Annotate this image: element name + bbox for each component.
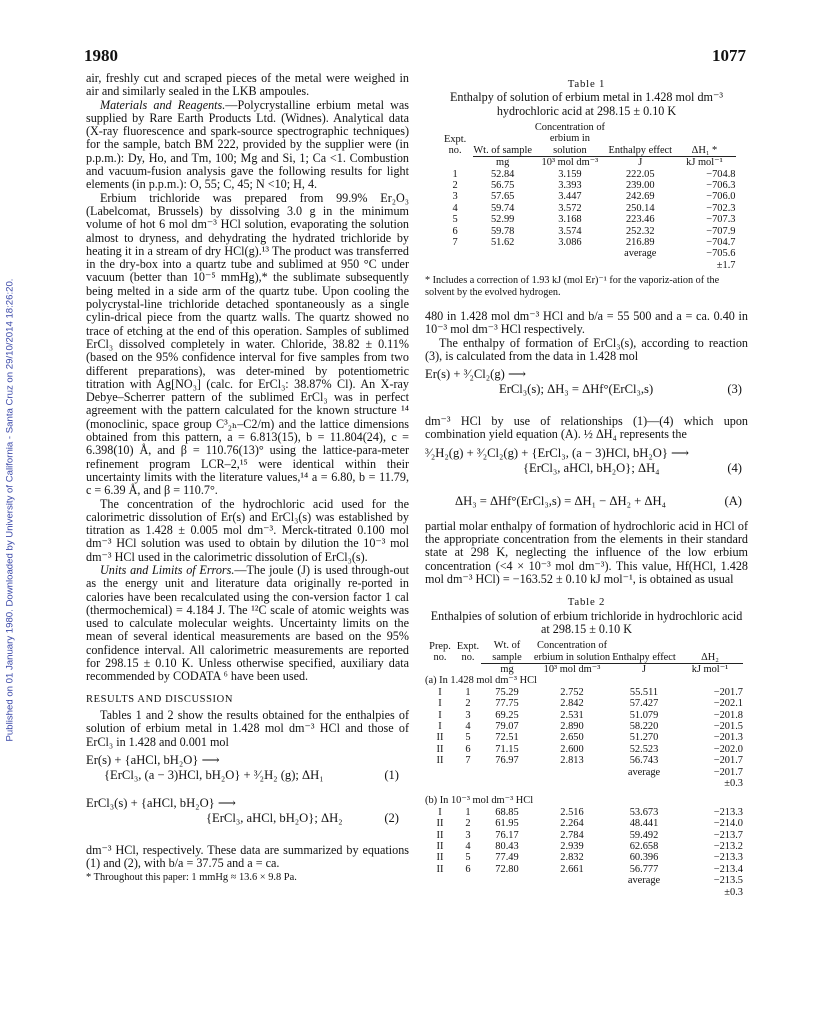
equation-number: (A)	[724, 493, 742, 508]
unit-label: 10³ mol dm⁻³	[533, 663, 611, 675]
table-cell	[455, 887, 481, 898]
table-cell: 56.743	[629, 755, 659, 767]
unit-label: J	[611, 663, 677, 675]
equation-number: (1)	[384, 767, 399, 782]
table-cell: I	[438, 806, 442, 818]
table-cell: 55.511	[629, 686, 659, 698]
table-cell: −213.2	[713, 841, 743, 853]
equation-3	[425, 368, 748, 412]
table-cell	[533, 248, 608, 259]
table-cell: 4	[465, 841, 471, 853]
table-row	[425, 830, 743, 841]
paragraph: air, freshly cut and scraped pieces of the metal were weighed in air and similarly sealed in the LKB ampoules.	[86, 71, 409, 99]
table-row	[438, 191, 736, 202]
table-cell: 3	[452, 191, 458, 203]
table-cell: −201.8	[713, 709, 743, 721]
paragraph-text: —The joule (J) is used through-out as the energy unit and literature data originally re-ported in calories have been recalculated using the con-version factor 1 cal (thermochemical) = 4.184 J. The ¹²C scale of atomic weights was used to calculate molecular weights. Uncertainty limits on the mean of several identical measurements are based on the 95% confidence interval. All calorimetric measurements are reported for 298.15 ± 0.10 K. Unless otherwise specified, auxiliary data recommended by CODATA ⁶ have been used.	[86, 562, 409, 684]
table-cell: II	[436, 743, 444, 755]
table-cell	[473, 248, 533, 259]
table-cell: 3	[465, 709, 471, 721]
table-header: Wt. of sample	[473, 144, 532, 156]
table-cell: 71.15	[495, 743, 519, 755]
table-row	[438, 226, 736, 237]
table-cell: 2.650	[560, 732, 584, 744]
table-cell: 223.46	[625, 214, 655, 226]
table-cell	[425, 663, 455, 675]
table-cell: 6	[465, 743, 471, 755]
table-header: ΔH₁ *	[691, 144, 718, 156]
table-cell: 3.168	[558, 214, 582, 226]
table2-body	[425, 675, 743, 898]
table-cell	[481, 875, 533, 886]
table-cell: 2	[465, 818, 471, 830]
table-row	[425, 732, 743, 743]
table-cell: 79.07	[495, 720, 519, 732]
table-cell: −707.3	[706, 214, 736, 226]
table2-label: Table 2	[567, 596, 606, 609]
table-row	[438, 169, 736, 180]
table-cell: 2.264	[560, 818, 584, 830]
table1-header-row	[438, 122, 736, 157]
table-cell	[455, 663, 481, 675]
table-cell: II	[436, 841, 444, 853]
table2-header	[425, 596, 748, 636]
table-cell: 2.832	[560, 852, 584, 864]
table-cell: 52.99	[490, 214, 515, 226]
table-header: Expt. no.	[443, 133, 467, 157]
equation-lhs: Er(s) + ³⁄₂Cl₂(g) ⟶	[425, 367, 527, 382]
table-cell: 59.78	[490, 225, 515, 237]
watermark-text: Published on 01 January 1980. Downloaded by University of California - Santa Cruz on 29/10/2014 18:26:20.	[4, 278, 16, 742]
table-row	[438, 203, 736, 214]
table-cell	[481, 778, 533, 789]
table-cell: 216.89	[625, 236, 655, 248]
average-value: −705.6	[706, 248, 736, 260]
table-cell: −706.0	[706, 191, 736, 203]
left-column	[86, 72, 409, 884]
equation-rhs: ErCl₃(s); ΔH₃ = ΔHf°(ErCl₃,s)	[499, 382, 654, 397]
table-cell	[533, 260, 608, 271]
table-cell: −702.3	[706, 202, 736, 214]
equation-lhs: Er(s) + {aHCl, bH₂O} ⟶	[86, 752, 220, 767]
table-cell	[438, 260, 473, 271]
table-cell	[438, 157, 473, 169]
table-cell: 3.159	[558, 168, 582, 180]
equation-number: (3)	[727, 382, 742, 397]
table-cell: 57.427	[629, 698, 659, 710]
equation-rhs: {ErCl₃, aHCl, bH₂O}; ΔH₂	[206, 810, 343, 825]
table-cell: 250.14	[625, 202, 655, 214]
table-cell	[425, 778, 455, 789]
table-row	[425, 744, 743, 755]
group-title: (b) In 10⁻³ mol dm⁻³ HCl	[425, 795, 534, 807]
unit-label: 10³ mol dm⁻³	[533, 157, 608, 169]
table-cell: 222.05	[625, 168, 655, 180]
table-row	[438, 237, 736, 248]
paragraph: The concentration of the hydrochloric acid used for the calorimetric dissolution of Er(s) and ErCl₃(s) was established by titration as 1.428 ± 0.005 mol dm⁻³. Merck-titrated 0.100 mol dm⁻³ HCl solution was used to obtain by dilution the 10⁻³ mol dm⁻³ HCl used in the calorimetric dissolution of ErCl₃(s).	[86, 496, 409, 564]
table-cell	[473, 260, 533, 271]
table-cell: −214.0	[713, 818, 743, 830]
table-cell: 4	[465, 720, 471, 732]
table1-body	[438, 169, 736, 272]
uncertainty-row	[425, 778, 743, 789]
table-cell: I	[438, 720, 442, 732]
average-row	[438, 248, 736, 259]
table-cell: 56.75	[490, 179, 515, 191]
table-cell: −201.3	[713, 732, 743, 744]
table-cell: 4	[452, 202, 458, 214]
table-cell: 3.574	[558, 225, 582, 237]
table-cell: −201.5	[713, 720, 743, 732]
table-cell: −704.7	[706, 236, 736, 248]
group-title-row	[425, 675, 743, 686]
average-row	[425, 875, 743, 886]
footnote: * Throughout this paper: 1 mmHg ≈ 13.6 × 9.8 Pa.	[86, 872, 297, 884]
paragraph-units	[86, 564, 409, 684]
table-cell: II	[436, 829, 444, 841]
table-cell: I	[438, 698, 442, 710]
run-in-heading: Materials and Reagents.	[100, 97, 226, 112]
average-label: average	[627, 766, 661, 778]
equation-lhs: ³⁄₂H₂(g) + ³⁄₂Cl₂(g) + {ErCl₃, (a − 3)HCl, bH₂O} ⟶	[425, 445, 690, 460]
table-cell: 7	[465, 755, 471, 767]
table-header: Enthalpy effect	[612, 651, 676, 663]
table-row	[425, 687, 743, 698]
table-cell: 76.97	[495, 755, 519, 767]
table2-caption: Enthalpies of solution of erbium trichloride in hydrochloric acid at 298.15 ± 0.10 K	[430, 608, 743, 636]
table-header: Expt. no.	[456, 640, 480, 664]
unit-label: kJ mol⁻¹	[677, 663, 743, 675]
group-title-row	[425, 795, 743, 806]
table-cell: 59.492	[629, 829, 659, 841]
table-cell: 2.661	[560, 863, 584, 875]
table-cell: 52.84	[490, 168, 515, 180]
table-cell: 1	[465, 806, 471, 818]
table-cell: II	[436, 818, 444, 830]
table-cell: 2.600	[560, 743, 584, 755]
paragraph: partial molar enthalpy of formation of hydrochloric acid in HCl of the appropriate concentration from the elements in their standard state at 298 K, neglecting the influence of the low erbium concentration (<4 × 10⁻³ mol dm⁻³). This value, Hf(HCl, 1.428 mol dm⁻³ HCl) = −163.52 ± 0.10 kJ mol⁻¹, is obtained as usual	[425, 518, 748, 586]
download-watermark	[3, 150, 17, 870]
table-cell: 5	[452, 214, 458, 226]
run-in-heading: Units and Limits of Errors.	[100, 562, 235, 577]
equation-lhs: ErCl₃(s) + {aHCl, bH₂O} ⟶	[86, 795, 236, 810]
table-cell: −213.7	[713, 829, 743, 841]
table-cell: −706.3	[706, 179, 736, 191]
table-cell	[455, 778, 481, 789]
table-cell	[611, 778, 677, 789]
section-heading: RESULTS AND DISCUSSION	[86, 693, 234, 705]
table-cell: 57.65	[490, 191, 515, 203]
table-row	[438, 214, 736, 225]
table-header: Prep. no.	[429, 640, 451, 664]
average-row	[425, 767, 743, 778]
table-cell: −201.7	[713, 686, 743, 698]
table-row	[425, 841, 743, 852]
unit-label: mg	[481, 663, 533, 675]
right-column	[425, 76, 748, 898]
table-cell: 62.658	[629, 841, 659, 853]
equation-rhs: {ErCl₃, aHCl, bH₂O}; ΔH₄	[523, 460, 660, 475]
uncertainty-value: ±0.3	[724, 778, 743, 790]
table-cell: 60.396	[629, 852, 659, 864]
table-cell: 3	[465, 829, 471, 841]
table-cell: 59.74	[490, 202, 515, 214]
table-header: ΔH₂	[701, 651, 719, 663]
table-cell: 6	[452, 225, 458, 237]
table-cell	[611, 887, 677, 898]
unit-label: J	[607, 157, 673, 169]
table-cell: 252.32	[625, 225, 655, 237]
paragraph: Erbium trichloride was prepared from 99.9% Er₂O₃ (Labelcomat, Brussels) by dissolving 3.0 g in the minimum volume of hot 6 mol dm⁻³ HCl solution, evaporating the solution almost to dryness, and dehydrating the hydrated trichloride by heating it in a stream of dry HCl(g).¹³ The product was transferred in the dry-box into a quartz tube and sublimed at 950 °C under vacuum (better than 10⁻⁵ mmHg),* the sublimate subsequently being melted in a side arm of the quartz tube. Upon cooling the polycrystal-line trichloride detached spontaneously as a single cylin-drical piece from the quartz walls. The quartz showed no trace of etching at the end of this operation. Samples of sublimed ErCl₃ dissolved completely in water. Chloride, 38.82 ± 0.11% (based on the 95% confidence interval for five samples from two different preparations), was deter-mined by potentiometric titration with Ag[NO₃] (calc. for ErCl₃: 38.87% Cl). An X-ray Debye–Scherrer pattern of the sublimed ErCl₃ was in perfect agreement with the pattern calculated for the known structure ¹⁴ (monoclinic, space group C³₂ₕ–C2/m) and the lattice dimensions obtained from this pattern, a = 6.813(15), b = 11.804(24), c = 6.398(10) Å, and β = 110.76(13)° using the lattice-para-meter refinement program LCR–2,¹⁵ were identical within their uncertainty limits with the literature values,¹⁴ a = 6.80, b = 11.79, c = 6.39 Å, and β = 110.7°.	[86, 190, 409, 498]
table-cell: 69.25	[495, 709, 519, 721]
table-cell: 53.673	[629, 806, 659, 818]
table-cell: 80.43	[495, 841, 519, 853]
table-cell: 3.393	[558, 179, 582, 191]
header-year: 1980	[84, 46, 118, 65]
table-cell	[425, 887, 455, 898]
table-cell	[533, 887, 611, 898]
table-cell: −201.7	[713, 755, 743, 767]
table-cell	[533, 778, 611, 789]
table-cell: −202.0	[713, 743, 743, 755]
table-cell: 72.51	[495, 732, 519, 744]
table-cell	[438, 248, 473, 259]
table-cell: 77.75	[495, 698, 519, 710]
uncertainty-value: ±0.3	[724, 886, 743, 898]
equation-rhs: {ErCl₃, (a − 3)HCl, bH₂O} + ³⁄₂H₂ (g); ΔH₁	[104, 767, 324, 782]
equation-2	[86, 797, 409, 841]
table-cell: 51.079	[629, 709, 659, 721]
table-cell: 5	[465, 732, 471, 744]
paragraph-materials	[86, 99, 409, 192]
table-cell: 72.80	[495, 863, 519, 875]
table-row	[438, 180, 736, 191]
table-cell: −202.1	[713, 698, 743, 710]
table-cell	[481, 767, 533, 778]
table-cell: 3.572	[558, 202, 582, 214]
table1-label: Table 1	[567, 78, 606, 90]
equation-body: ΔH₃ = ΔHf°(ErCl₃,s) = ΔH₁ − ΔH₂ + ΔH₄	[455, 493, 666, 508]
unit-label: kJ mol⁻¹	[673, 157, 735, 169]
table2-header-row	[425, 640, 743, 663]
table-cell: 2.842	[560, 698, 584, 710]
table-cell: 2.752	[560, 686, 584, 698]
equation-4	[425, 447, 748, 491]
table-cell: 6	[465, 863, 471, 875]
table-cell: 1	[452, 168, 458, 180]
average-label: average	[624, 248, 657, 260]
table-cell: 77.49	[495, 852, 519, 864]
group-title: (a) In 1.428 mol dm⁻³ HCl	[425, 675, 537, 687]
table-cell: 51.62	[490, 236, 515, 248]
table-cell: 2.890	[560, 720, 584, 732]
equation-number: (2)	[384, 810, 399, 825]
table-cell: 3.086	[558, 236, 582, 248]
table-cell: 76.17	[495, 829, 519, 841]
table-cell: II	[436, 863, 444, 875]
average-value: −201.7	[713, 766, 743, 778]
table-cell: 2.939	[560, 841, 584, 853]
table-cell: 51.270	[629, 732, 659, 744]
table-cell: −704.8	[706, 168, 736, 180]
table-cell: 2	[465, 698, 471, 710]
table-cell: −213.4	[713, 863, 743, 875]
paragraph: The enthalpy of formation of ErCl₃(s), according to reaction (3), is calculated from the data in 1.428 mol	[425, 335, 748, 363]
table-cell: 68.85	[495, 806, 519, 818]
table-cell: II	[436, 755, 444, 767]
uncertainty-row	[425, 887, 743, 898]
table-header: Enthalpy effect	[608, 144, 673, 156]
table-row	[425, 818, 743, 829]
table2-units-row	[425, 663, 743, 675]
table-cell: 2	[452, 179, 458, 191]
table1	[438, 122, 736, 271]
table-cell: 1	[465, 686, 471, 698]
table-cell	[533, 767, 611, 778]
average-label: average	[627, 875, 661, 887]
table-cell: 3.447	[558, 191, 582, 203]
table-cell: 7	[452, 236, 458, 248]
table1-header	[425, 78, 748, 118]
table-cell: 2.813	[560, 755, 584, 767]
uncertainty-value: ±1.7	[716, 259, 736, 271]
table-row	[425, 864, 743, 875]
table-cell: 5	[465, 852, 471, 864]
table-cell: 52.523	[629, 743, 659, 755]
table1-caption: Enthalpy of solution of erbium metal in 1.428 mol dm⁻³ hydrochloric acid at 298.15 ± 0.10 K	[449, 90, 724, 118]
paragraph: dm⁻³ HCl, respectively. These data are summarized by equations (1) and (2), with b/a = 37.75 and a = ca.	[86, 842, 409, 871]
table-cell	[533, 875, 611, 886]
table-cell	[455, 875, 481, 886]
table-cell	[425, 875, 455, 886]
table-cell: 2.531	[560, 709, 584, 721]
page-number: 1077	[712, 46, 746, 65]
table-cell: 75.29	[495, 686, 519, 698]
table-row	[425, 721, 743, 732]
table-cell: 2.516	[560, 806, 584, 818]
average-value: −213.5	[713, 875, 743, 887]
table-row	[425, 698, 743, 709]
table1-footnote: * Includes a correction of 1.93 kJ (mol Er)⁻¹ for the vaporiz-ation of the solvent by the evolved hydrogen.	[425, 275, 720, 298]
table-cell: 48.441	[629, 818, 659, 830]
table-cell: I	[438, 686, 442, 698]
table-row	[425, 807, 743, 818]
paragraph: Tables 1 and 2 show the results obtained for the enthalpies of solution of erbium metal in 1.428 mol dm⁻³ HCl and those of ErCl₃ in 1.428 and 0.001 mol	[86, 707, 409, 749]
table-cell: I	[438, 709, 442, 721]
table-cell	[425, 767, 455, 778]
table-cell	[455, 767, 481, 778]
table-cell: −213.3	[713, 806, 743, 818]
table-header: Concentration of erbium in solution	[533, 640, 611, 663]
table2	[425, 640, 743, 898]
table-row	[425, 710, 743, 721]
paragraph: dm⁻³ HCl by use of relationships (1)—(4) which upon combination yield equation (A). ½ ΔH₄ represents the	[425, 414, 748, 442]
table-cell: 2.784	[560, 829, 584, 841]
table-cell: II	[436, 852, 444, 864]
paragraph: 480 in 1.428 mol dm⁻³ HCl and b/a = 55 500 and a = ca. 0.40 in 10⁻³ mol dm⁻³ HCl respectively.	[425, 308, 748, 337]
table1-units-row	[438, 157, 736, 169]
table-row	[425, 852, 743, 863]
table-header: Wt. of sample	[492, 640, 522, 663]
table-cell: −707.9	[706, 225, 736, 237]
table-cell	[607, 260, 673, 271]
table-header: Concentration of erbium in solution	[534, 121, 605, 156]
unit-label: mg	[473, 157, 533, 169]
paragraph-text: —Polycrystalline erbium metal was supplied by Rare Earth Products Ltd. (Widnes). Analytical data (X-ray fluorescence and spark-source spectrographic techniques) for the sample, batch BM 222, provided by the supplier were (in p.p.m.): Dy, Ho, and Tm, 100; Mg and Si, 1; Ca <1. Combustion and vacuum-fusion analysis gave the following results for light elements (in p.p.m.): O, 55; C, 45; N <10; H, 4.	[86, 97, 409, 192]
table-cell: 61.95	[495, 818, 519, 830]
table-row	[425, 755, 743, 766]
table-cell	[481, 887, 533, 898]
table-cell: 239.00	[625, 179, 655, 191]
table-cell: 56.777	[629, 863, 659, 875]
uncertainty-row	[438, 260, 736, 271]
equation-1	[86, 754, 409, 798]
table-cell: II	[436, 732, 444, 744]
table-cell: −213.3	[713, 852, 743, 864]
equation-number: (4)	[727, 460, 742, 475]
equation-A	[425, 495, 748, 517]
table-cell: 58.220	[629, 720, 659, 732]
table-cell: 242.69	[625, 191, 655, 203]
